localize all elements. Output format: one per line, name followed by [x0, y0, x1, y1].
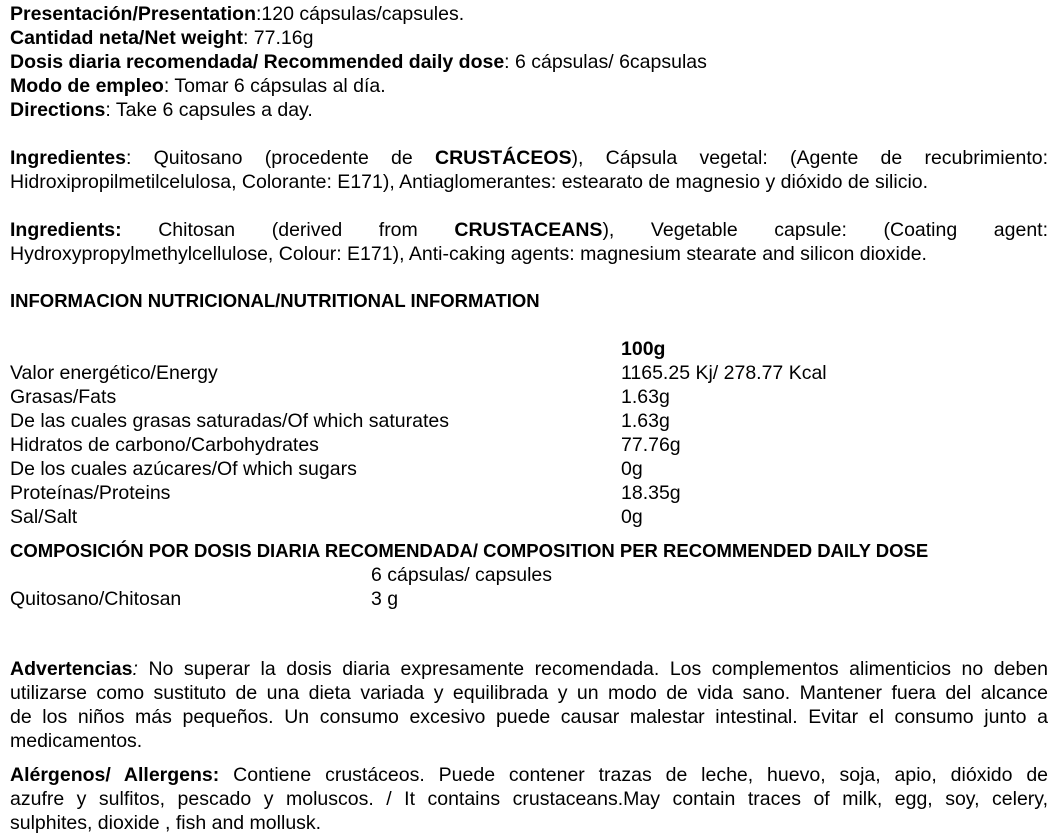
warnings-line-4: medicamentos.	[10, 730, 143, 752]
nutrition-row	[10, 505, 1010, 529]
nutrition-value: 0g	[621, 458, 643, 480]
ingredients-en-allergen: CRUSTACEANS	[454, 219, 603, 241]
nutrition-label: De los cuales azúcares/Of which sugars	[10, 458, 357, 480]
ingredients-en-text-a: Chitosan (derived from	[158, 219, 418, 241]
composition-header-row	[10, 563, 1010, 587]
ingredients-es-line-1	[10, 146, 1048, 170]
nutrition-heading: INFORMACION NUTRICIONAL/NUTRITIONAL INFORMATION	[10, 290, 540, 311]
nutrition-row	[10, 481, 1010, 505]
composition-column-header: 6 cápsulas/ capsules	[371, 564, 553, 586]
nutrition-value: 0g	[621, 506, 643, 528]
nutrition-label: De las cuales grasas saturadas/Of which saturates	[10, 410, 449, 432]
ingredients-en-line-1	[10, 218, 1048, 242]
nutrition-label: Grasas/Fats	[10, 386, 117, 408]
warnings-line-3: de los niños más pequeños. Un consumo excesivo puede causar malestar intestinal. Evitar el consumo junto a	[10, 706, 1048, 728]
ingredients-es-text-a: : Quitosano (procedente de	[125, 147, 413, 169]
nutrition-value: 18.35g	[621, 482, 681, 504]
warnings-line-1	[10, 657, 1048, 681]
ingredients-en-text-b: ), Vegetable capsule: (Coating agent:	[602, 219, 1049, 241]
composition-value: 3 g	[371, 588, 399, 610]
usage-es-value: : Tomar 6 cápsulas al día.	[163, 75, 386, 97]
usage-es-label: Modo de empleo	[10, 75, 164, 97]
ingredients-es-line-2: Hidroxipropilmetilcelulosa, Colorante: E171), Antiaglomerantes: estearato de magnesio y dióxido de silicio.	[10, 171, 929, 193]
daily-dose-label: Dosis diaria recomendada/ Recommended daily dose	[10, 51, 505, 73]
nutrition-value: 1.63g	[621, 386, 670, 408]
ingredients-es-text-b: ), Cápsula vegetal: (Agente de recubrimiento:	[571, 147, 1049, 169]
allergens-line-3: sulphites, dioxide , fish and mollusk.	[10, 812, 322, 834]
allergens-line-1	[10, 763, 1048, 787]
nutrition-value: 1.63g	[621, 410, 670, 432]
nutrition-label: Proteínas/Proteins	[10, 482, 171, 504]
warnings-label: Advertencias	[10, 658, 133, 680]
warnings-line-2: utilizarse como sustituto de una dieta variada y equilibrada y un modo de vida sano. Mantener fuera del alcance	[10, 682, 1048, 704]
usage-en-label: Directions	[10, 99, 106, 121]
allergens-label: Alérgenos/ Allergens:	[10, 764, 220, 786]
ingredients-en-line-2: Hydroxypropylmethylcellulose, Colour: E171), Anti-caking agents: magnesium stearate and silicon dioxide.	[10, 243, 927, 265]
nutrition-header-row	[10, 337, 1010, 361]
ingredients-es-allergen: CRUSTÁCEOS	[435, 147, 572, 169]
ingredients-es-label: Ingredientes	[10, 147, 126, 169]
presentation-value: :120 cápsulas/capsules.	[256, 3, 465, 25]
usage-es-line	[10, 74, 386, 98]
composition-label: Quitosano/Chitosan	[10, 588, 182, 610]
presentation-label: Presentación/Presentation	[10, 3, 256, 25]
nutrition-label: Sal/Salt	[10, 506, 78, 528]
allergens-line-2: azufre y sulfitos, pescado y moluscos. / It contains crustaceans.May contain traces of milk, egg, soy, celery,	[10, 788, 1048, 810]
nutrition-column-header: 100g	[621, 338, 666, 360]
net-weight-label: Cantidad neta/Net weight	[10, 27, 243, 49]
daily-dose-line	[10, 50, 707, 74]
nutrition-label: Hidratos de carbono/Carbohydrates	[10, 434, 319, 456]
nutrition-row	[10, 457, 1010, 481]
presentation-line	[10, 2, 464, 26]
nutrition-row	[10, 409, 1010, 433]
composition-row	[10, 587, 1010, 611]
warnings-colon: :	[132, 658, 138, 680]
composition-heading: COMPOSICIÓN POR DOSIS DIARIA RECOMENDADA/ COMPOSITION PER RECOMMENDED DAILY DOSE	[10, 540, 929, 561]
allergens-text-1: Contiene crustáceos. Puede contener trazas de leche, huevo, soja, apio, dióxido de	[233, 764, 1049, 786]
net-weight-value: : 77.16g	[242, 27, 314, 49]
nutrition-row	[10, 433, 1010, 457]
nutrition-value: 1165.25 Kj/ 278.77 Kcal	[621, 362, 827, 384]
nutrition-label: Valor energético/Energy	[10, 362, 218, 384]
nutrition-row	[10, 361, 1010, 385]
warnings-text-1: No superar la dosis diaria expresamente recomendada. Los complementos alimenticios no deben	[148, 658, 1048, 680]
net-weight-line	[10, 26, 313, 50]
usage-en-value: : Take 6 capsules a day.	[105, 99, 313, 121]
ingredients-en-label: Ingredients:	[10, 219, 122, 241]
usage-en-line	[10, 98, 313, 122]
nutrition-value: 77.76g	[621, 434, 681, 456]
nutrition-row	[10, 385, 1010, 409]
daily-dose-value: : 6 cápsulas/ 6capsulas	[504, 51, 707, 73]
